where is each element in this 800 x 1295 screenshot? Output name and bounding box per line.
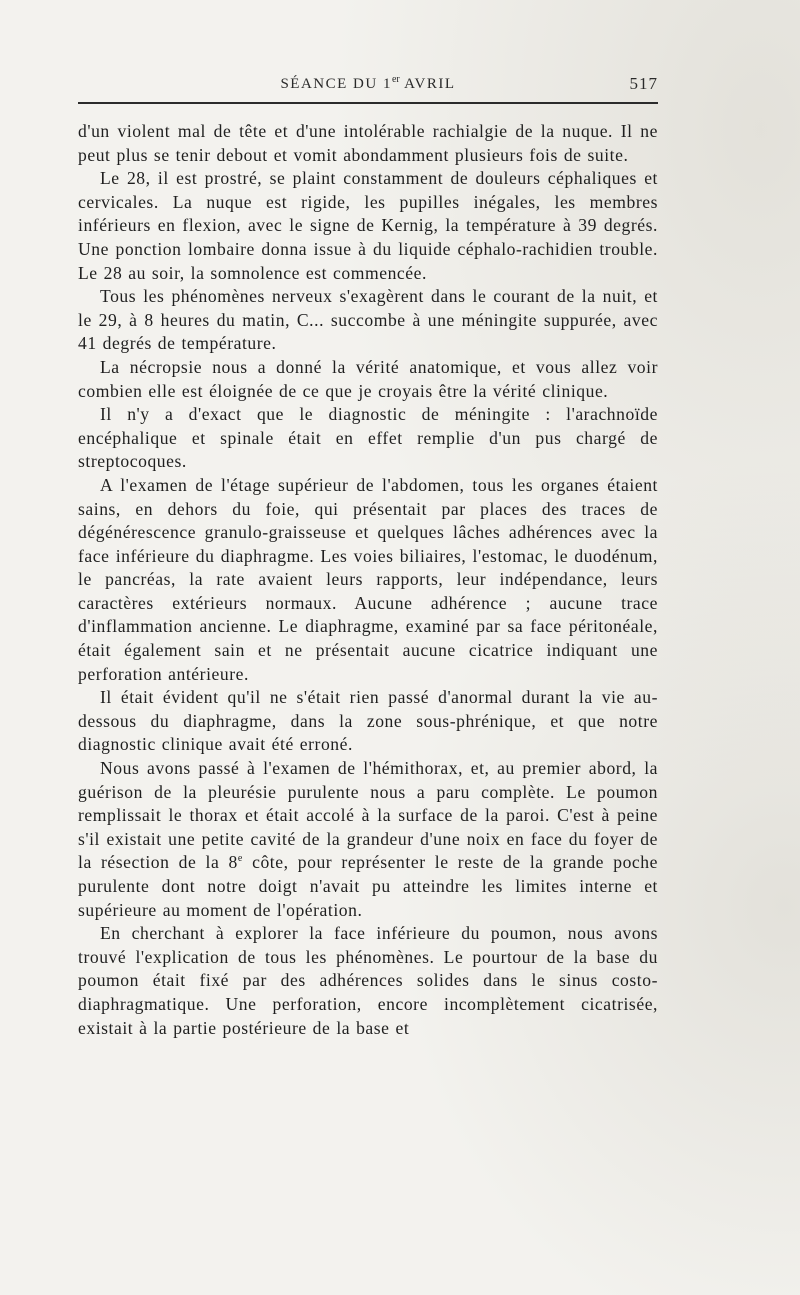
paragraph-8-superscript: e [237,853,243,865]
running-head-title-main: SÉANCE DU 1 [280,76,392,92]
paragraph-9: En cherchant à explorer la face inférieure du poumon, nous avons trouvé l'explication de tous les phénomènes. Le pourtour de la base du poumon était fixé par des adhérences solides dans le sinus costo-diaphragmatique. Une perforation, encore incomplètement cicatrisée, existait à la partie postérieure de la base et [78,923,658,1038]
running-head [78,74,658,98]
paragraph-8 [78,757,658,922]
paragraph-3: Tous les phénomènes nerveux s'exagèrent dans le courant de la nuit, et le 29, à 8 heures du matin, C... succombe à une méningite suppurée, avec 41 degrés de température. [78,286,658,354]
paragraph-8-part-2: côte, pour représenter le reste de la grande poche purulente dont notre doigt n'avait pu atteindre les limites interne et supérieure au moment de l'opération. [78,852,658,920]
page-number: 517 [629,74,658,93]
running-head-title-sup: er [391,74,400,85]
paragraph-5: Il n'y a d'exact que le diagnostic de méningite : l'arachnoïde encéphalique et spinale était en effet remplie d'un pus chargé de streptocoques. [78,404,658,472]
header-rule [78,102,658,104]
paragraph-1: d'un violent mal de tête et d'une intolérable rachialgie de la nuque. Il ne peut plus se tenir debout et vomit abondamment plusieurs fois de suite. [78,121,658,165]
paragraph-4: La nécropsie nous a donné la vérité anatomique, et vous allez voir combien elle est éloignée de ce que je croyais être la vérité clinique. [78,356,658,401]
body-text [78,120,658,1040]
paragraph-7: Il était évident qu'il ne s'était rien passé d'anormal durant la vie au-dessous du diaphragme, dans la zone sous-phrénique, et que notre diagnostic clinique avait été erroné. [78,687,658,755]
paragraph-8-part-1: Nous avons passé à l'examen de l'hémithorax, et, au premier abord, la guérison de la pleurésie purulente nous a paru complète. Le poumon remplissait le thorax et était accolé à la surface de la paroi. C'est à peine s'il existait une petite cavité de la grandeur d'une noix en face du foyer de la résection de la 8 [78,758,658,873]
paragraph-6: A l'examen de l'étage supérieur de l'abdomen, tous les organes étaient sains, en dehors du foie, qui présentait par places des traces de dégénérescence granulo-graisseuse et quelques lâches adhérences avec la face inférieure du diaphragme. Les voies biliaires, l'estomac, le duodénum, le pancréas, la rate avaient leurs rapports, leur indépendance, leurs caractères extérieurs normaux. Aucune adhérence ; aucune trace d'inflammation ancienne. Le diaphragme, examiné par sa face péritonéale, était également sain et ne présentait aucune cicatrice indiquant une perforation antérieure. [78,474,658,684]
paragraph-2: Le 28, il est prostré, se plaint constamment de douleurs céphaliques et cervicales. La nuque est rigide, les pupilles inégales, les membres inférieurs en flexion, avec le signe de Kernig, la température à 39 degrés. Une ponction lombaire donna issue à du liquide céphalo-rachidien trouble. Le 28 au soir, la somnolence est commencée. [78,168,658,283]
running-head-title-rest: AVRIL [399,76,456,92]
running-head-title [78,74,658,93]
